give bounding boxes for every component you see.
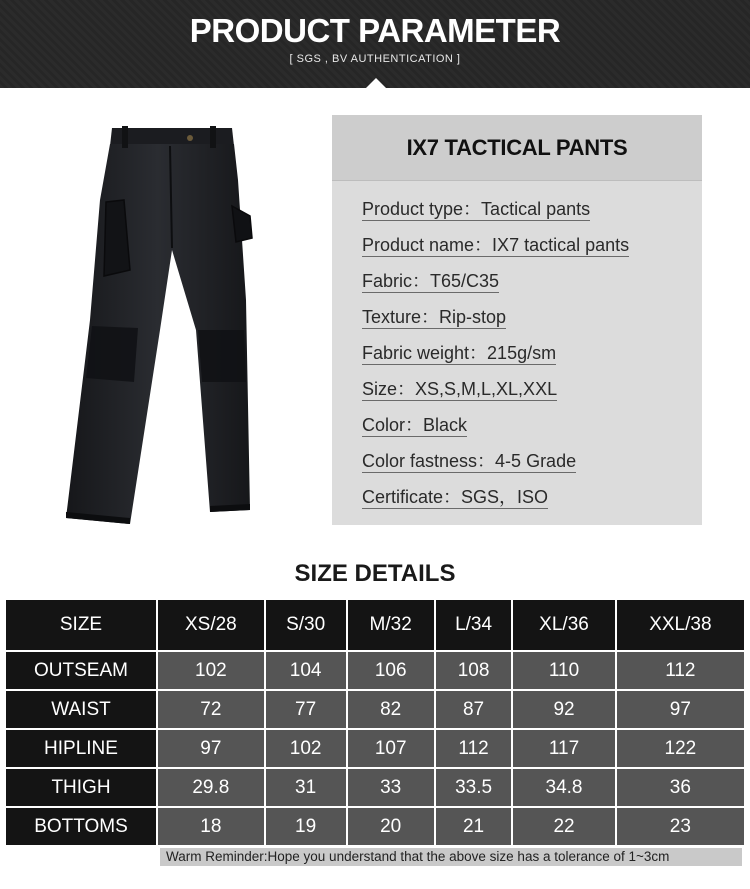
spec-list [362, 195, 692, 519]
size-details-title: SIZE DETAILS [294, 560, 456, 587]
size-table [4, 598, 746, 847]
tactical-pants-image [60, 120, 260, 535]
table-cell: 33.5 [436, 769, 512, 806]
table-cell: 72 [158, 691, 264, 728]
header-cell: XS/28 [158, 600, 264, 650]
header-cell: M/32 [348, 600, 434, 650]
header-cell: SIZE [6, 600, 156, 650]
row-label: OUTSEAM [6, 652, 156, 689]
row-label: HIPLINE [6, 730, 156, 767]
table-cell: 23 [617, 808, 744, 845]
spec-item [362, 375, 692, 411]
size-tolerance-reminder: Warm Reminder:Hope you understand that the above size has a tolerance of 1~3cm [160, 848, 742, 866]
header-banner [0, 0, 750, 88]
table-cell: 117 [513, 730, 614, 767]
spec-item [362, 303, 692, 339]
spec-item-fabric: Fabric：T65/C35 [362, 271, 500, 291]
table-cell: 33 [348, 769, 434, 806]
spec-item-texture: Texture：Rip-stop [362, 307, 507, 327]
spec-item-color: Color：Black [362, 415, 468, 435]
table-cell: 19 [266, 808, 346, 845]
table-cell: 110 [513, 652, 614, 689]
table-cell: 102 [158, 652, 264, 689]
spec-item [362, 195, 692, 231]
table-cell: 106 [348, 652, 434, 689]
table-cell: 34.8 [513, 769, 614, 806]
row-label: WAIST [6, 691, 156, 728]
table-row [6, 652, 744, 689]
table-cell: 107 [348, 730, 434, 767]
table-cell: 97 [617, 691, 744, 728]
spec-item-product-name: Product name：IX7 tactical pants [362, 235, 630, 255]
table-cell: 77 [266, 691, 346, 728]
table-row [6, 730, 744, 767]
table-row [6, 808, 744, 845]
header-cell: S/30 [266, 600, 346, 650]
header-cell: XXL/38 [617, 600, 744, 650]
spec-item-size: Size：XS,S,M,L,XL,XXL [362, 379, 558, 399]
spec-item-product-type: Product type：Tactical pants [362, 199, 591, 219]
table-cell: 82 [348, 691, 434, 728]
size-table-header [6, 600, 744, 650]
table-cell: 102 [266, 730, 346, 767]
table-cell: 36 [617, 769, 744, 806]
table-cell: 87 [436, 691, 512, 728]
table-row [6, 769, 744, 806]
table-cell: 108 [436, 652, 512, 689]
spec-item [362, 231, 692, 267]
spec-item [362, 411, 692, 447]
table-cell: 20 [348, 808, 434, 845]
table-cell: 92 [513, 691, 614, 728]
banner-title: PRODUCT PARAMETER [189, 12, 561, 49]
table-cell: 22 [513, 808, 614, 845]
table-cell: 97 [158, 730, 264, 767]
spec-item [362, 483, 692, 519]
spec-item [362, 267, 692, 303]
spec-item-fabric-weight: Fabric weight：215g/sm [362, 343, 557, 363]
table-cell: 18 [158, 808, 264, 845]
table-cell: 29.8 [158, 769, 264, 806]
table-cell: 21 [436, 808, 512, 845]
banner-notch [366, 78, 386, 88]
header-cell: L/34 [436, 600, 512, 650]
spec-title: IX7 TACTICAL PANTS [332, 115, 702, 181]
table-cell: 112 [436, 730, 512, 767]
table-cell: 112 [617, 652, 744, 689]
header-cell: XL/36 [513, 600, 614, 650]
table-cell: 104 [266, 652, 346, 689]
spec-item-certificate: Certificate：SGS，ISO [362, 487, 549, 507]
table-row [6, 691, 744, 728]
spec-item [362, 447, 692, 483]
spec-item [362, 339, 692, 375]
banner-subtitle: [ SGS , BV AUTHENTICATION ] [289, 53, 461, 65]
spec-item-color-fastness: Color fastness：4-5 Grade [362, 451, 577, 471]
row-label: BOTTOMS [6, 808, 156, 845]
table-cell: 31 [266, 769, 346, 806]
table-cell: 122 [617, 730, 744, 767]
spec-panel [332, 115, 702, 525]
row-label: THIGH [6, 769, 156, 806]
